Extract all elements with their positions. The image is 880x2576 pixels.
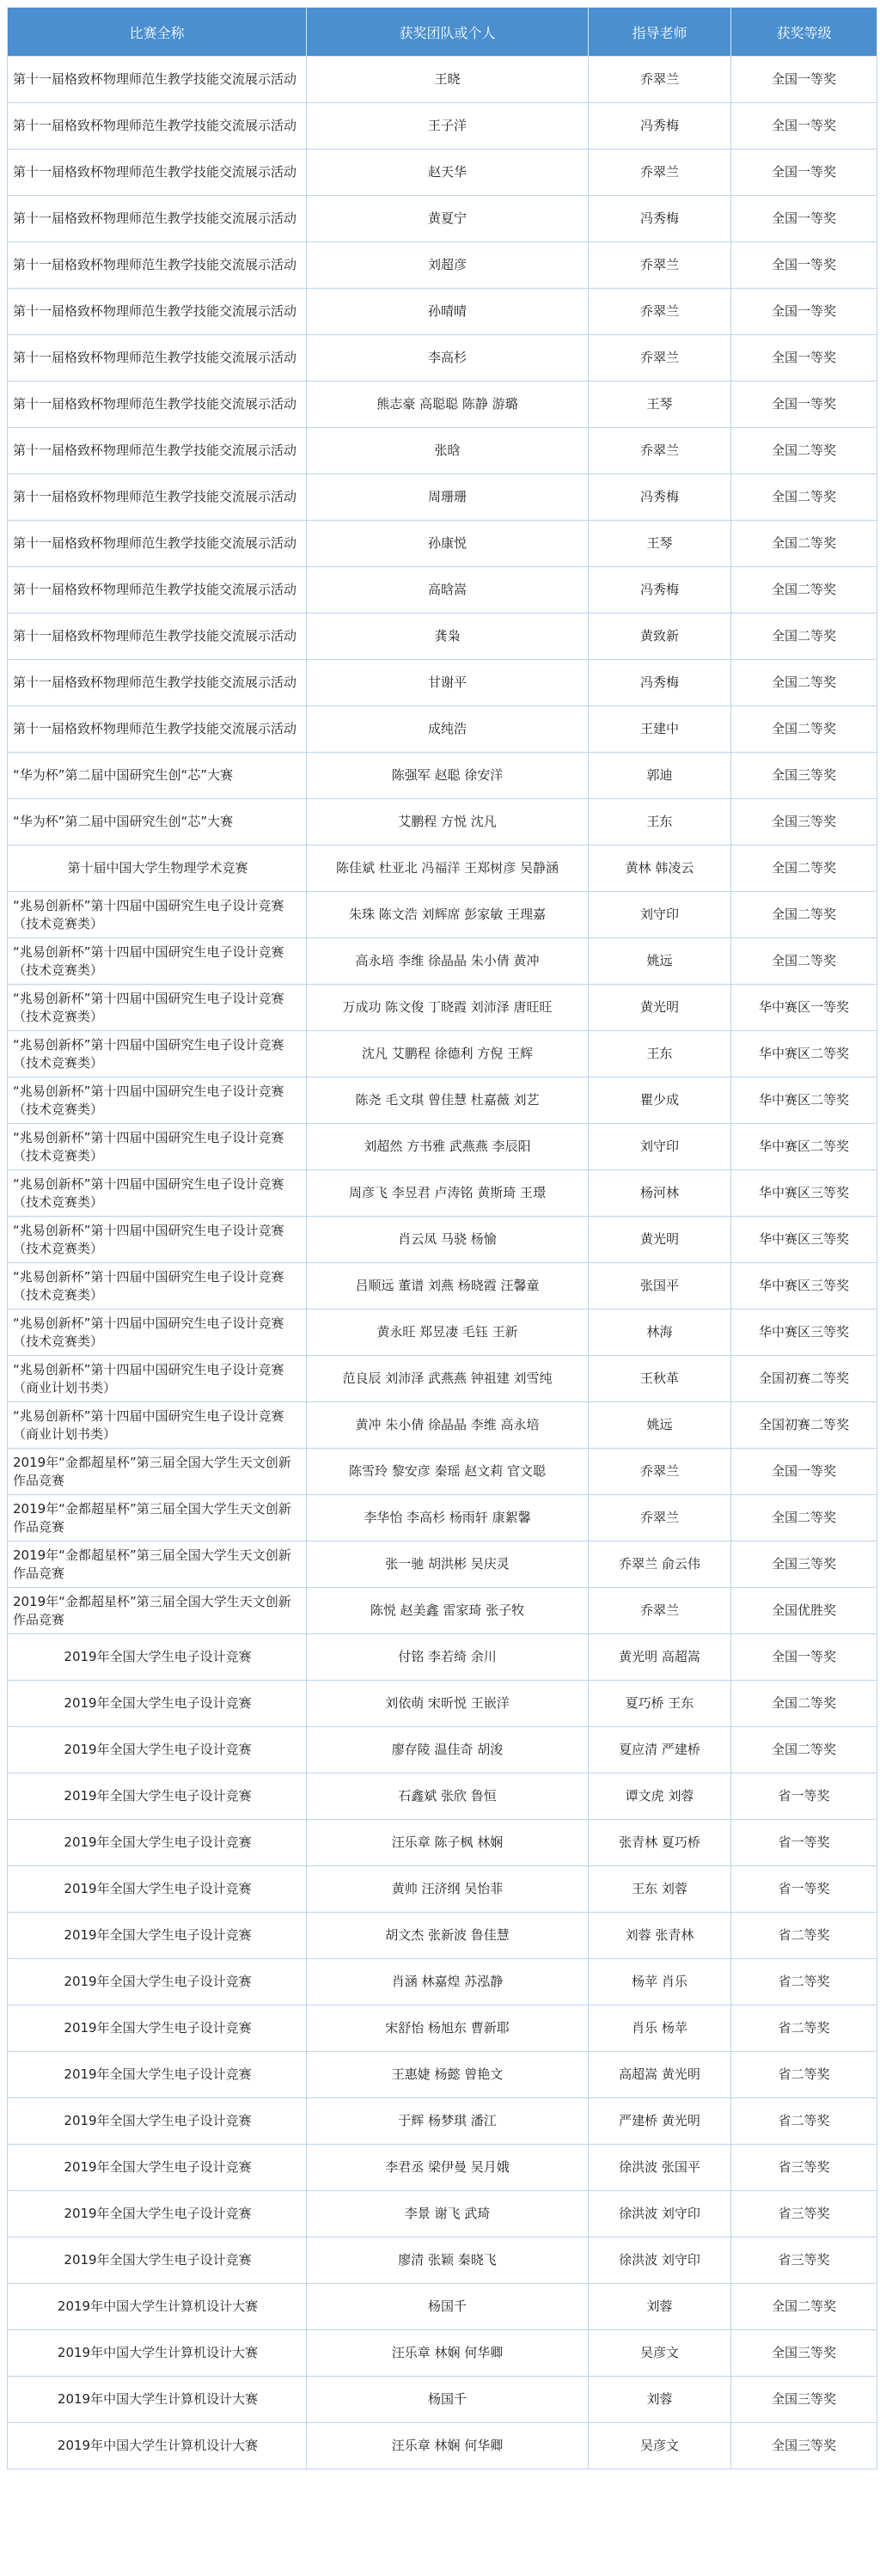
competition-cell: 第十一届格致杯物理师范生教学技能交流展示活动 xyxy=(8,382,307,428)
award-level-cell: 全国一等奖 xyxy=(731,1634,877,1681)
competition-cell: 第十一届格致杯物理师范生教学技能交流展示活动 xyxy=(8,706,307,753)
advisor-cell: 高超嵩 黄光明 xyxy=(589,2052,731,2098)
competition-cell: 第十一届格致杯物理师范生教学技能交流展示活动 xyxy=(8,103,307,150)
advisor-cell: 徐洪波 刘守印 xyxy=(589,2237,731,2284)
competition-cell: “兆易创新杯”第十四届中国研究生电子设计竞赛（技术竞赛类） xyxy=(8,1124,307,1170)
award-level-cell: 全国优胜奖 xyxy=(731,1588,877,1634)
winner-cell: 杨国千 xyxy=(307,2377,589,2423)
table-row xyxy=(8,1634,877,1681)
competition-cell: 第十届中国大学生物理学术竞赛 xyxy=(8,845,307,892)
advisor-cell: 冯秀梅 xyxy=(589,196,731,242)
winner-cell: 张晗 xyxy=(307,428,589,474)
table-row xyxy=(8,706,877,753)
award-level-cell: 省二等奖 xyxy=(731,2098,877,2145)
advisor-cell: 徐洪波 刘守印 xyxy=(589,2191,731,2237)
table-row xyxy=(8,2005,877,2052)
advisor-cell: 林海 xyxy=(589,1309,731,1356)
award-level-cell: 全国一等奖 xyxy=(731,289,877,335)
table-row xyxy=(8,382,877,428)
winner-cell: 龚枭 xyxy=(307,613,589,660)
competition-cell: 2019年中国大学生计算机设计大赛 xyxy=(8,2423,307,2469)
header-award-level: 获奖等级 xyxy=(731,8,877,57)
award-level-cell: 全国初赛二等奖 xyxy=(731,1356,877,1402)
award-level-cell: 全国三等奖 xyxy=(731,2423,877,2469)
advisor-cell: 王琴 xyxy=(589,382,731,428)
competition-cell: “华为杯”第二届中国研究生创“芯”大赛 xyxy=(8,799,307,845)
winner-cell: 石鑫斌 张欣 鲁恒 xyxy=(307,1773,589,1820)
competition-cell: 2019年全国大学生电子设计竞赛 xyxy=(8,2005,307,2052)
competition-cell: “兆易创新杯”第十四届中国研究生电子设计竞赛（技术竞赛类） xyxy=(8,938,307,985)
header-winner: 获奖团队或个人 xyxy=(307,8,589,57)
table-row xyxy=(8,57,877,103)
winner-cell: 汪乐章 林娴 何华卿 xyxy=(307,2330,589,2377)
competition-cell: 2019年“金都超星杯”第三届全国大学生天文创新作品竞赛 xyxy=(8,1541,307,1588)
competition-cell: 2019年全国大学生电子设计竞赛 xyxy=(8,1959,307,2005)
winner-cell: 肖涵 林嘉煌 苏泓静 xyxy=(307,1959,589,2005)
winner-cell: 赵天华 xyxy=(307,150,589,196)
award-level-cell: 全国二等奖 xyxy=(731,938,877,985)
awards-table xyxy=(7,7,877,2469)
table-row xyxy=(8,474,877,521)
winner-cell: 范良辰 刘沛泽 武燕燕 钟祖建 刘雪纯 xyxy=(307,1356,589,1402)
advisor-cell: 黄致新 xyxy=(589,613,731,660)
winner-cell: 陈尧 毛文琪 曾佳慧 杜嘉薇 刘艺 xyxy=(307,1077,589,1124)
competition-cell: 2019年“金都超星杯”第三届全国大学生天文创新作品竞赛 xyxy=(8,1495,307,1541)
table-row xyxy=(8,2145,877,2191)
winner-cell: 沈凡 艾鹏程 徐德利 方倪 王辉 xyxy=(307,1031,589,1077)
table-row xyxy=(8,938,877,985)
competition-cell: 第十一届格致杯物理师范生教学技能交流展示活动 xyxy=(8,567,307,613)
competition-cell: 2019年全国大学生电子设计竞赛 xyxy=(8,1681,307,1727)
award-level-cell: 全国三等奖 xyxy=(731,1541,877,1588)
advisor-cell: 王琴 xyxy=(589,521,731,567)
competition-cell: 2019年全国大学生电子设计竞赛 xyxy=(8,2098,307,2145)
table-row xyxy=(8,567,877,613)
table-row xyxy=(8,799,877,845)
winner-cell: 刘超然 方书雅 武燕燕 李辰阳 xyxy=(307,1124,589,1170)
advisor-cell: 张国平 xyxy=(589,1263,731,1309)
competition-cell: 第十一届格致杯物理师范生教学技能交流展示活动 xyxy=(8,150,307,196)
award-level-cell: 全国初赛二等奖 xyxy=(731,1402,877,1449)
table-row xyxy=(8,335,877,382)
award-level-cell: 华中赛区二等奖 xyxy=(731,1077,877,1124)
winner-cell: 付铭 李若绮 余川 xyxy=(307,1634,589,1681)
table-row xyxy=(8,985,877,1031)
table-row xyxy=(8,2423,877,2469)
advisor-cell: 刘蓉 xyxy=(589,2377,731,2423)
table-row xyxy=(8,2098,877,2145)
award-level-cell: 省三等奖 xyxy=(731,2237,877,2284)
table-row xyxy=(8,845,877,892)
advisor-cell: 王建中 xyxy=(589,706,731,753)
advisor-cell: 王东 刘蓉 xyxy=(589,1866,731,1913)
competition-cell: “兆易创新杯”第十四届中国研究生电子设计竞赛（技术竞赛类） xyxy=(8,985,307,1031)
table-row xyxy=(8,1959,877,2005)
competition-cell: 2019年全国大学生电子设计竞赛 xyxy=(8,2145,307,2191)
winner-cell: 孙康悦 xyxy=(307,521,589,567)
advisor-cell: 黄林 韩凌云 xyxy=(589,845,731,892)
competition-cell: 2019年全国大学生电子设计竞赛 xyxy=(8,1727,307,1773)
table-row xyxy=(8,1402,877,1449)
winner-cell: 陈雪玲 黎安彦 秦瑶 赵文莉 官文聪 xyxy=(307,1449,589,1495)
header-advisor: 指导老师 xyxy=(589,8,731,57)
advisor-cell: 冯秀梅 xyxy=(589,474,731,521)
award-level-cell: 省二等奖 xyxy=(731,2005,877,2052)
award-level-cell: 华中赛区二等奖 xyxy=(731,1124,877,1170)
advisor-cell: 冯秀梅 xyxy=(589,567,731,613)
winner-cell: 汪乐章 林娴 何华卿 xyxy=(307,2423,589,2469)
advisor-cell: 乔翠兰 xyxy=(589,428,731,474)
winner-cell: 李景 谢飞 武琦 xyxy=(307,2191,589,2237)
award-level-cell: 省一等奖 xyxy=(731,1866,877,1913)
winner-cell: 王惠婕 杨懿 曾艳文 xyxy=(307,2052,589,2098)
winner-cell: 孙晴晴 xyxy=(307,289,589,335)
winner-cell: 王晓 xyxy=(307,57,589,103)
winner-cell: 陈强军 赵聪 徐安洋 xyxy=(307,753,589,799)
competition-cell: 第十一届格致杯物理师范生教学技能交流展示活动 xyxy=(8,57,307,103)
competition-cell: 2019年全国大学生电子设计竞赛 xyxy=(8,1866,307,1913)
award-level-cell: 省二等奖 xyxy=(731,1913,877,1959)
advisor-cell: 乔翠兰 俞云伟 xyxy=(589,1541,731,1588)
winner-cell: 廖清 张颖 秦晓飞 xyxy=(307,2237,589,2284)
winner-cell: 汪乐章 陈子枫 林娴 xyxy=(307,1820,589,1866)
advisor-cell: 刘蓉 xyxy=(589,2284,731,2330)
table-row xyxy=(8,103,877,150)
table-row xyxy=(8,1820,877,1866)
advisor-cell: 郭迪 xyxy=(589,753,731,799)
table-row xyxy=(8,2330,877,2377)
competition-cell: 2019年“金都超星杯”第三届全国大学生天文创新作品竞赛 xyxy=(8,1588,307,1634)
table-row xyxy=(8,2191,877,2237)
advisor-cell: 谭文虎 刘蓉 xyxy=(589,1773,731,1820)
award-level-cell: 华中赛区一等奖 xyxy=(731,985,877,1031)
award-level-cell: 全国一等奖 xyxy=(731,382,877,428)
competition-cell: 第十一届格致杯物理师范生教学技能交流展示活动 xyxy=(8,196,307,242)
winner-cell: 甘谢平 xyxy=(307,660,589,706)
table-row xyxy=(8,1866,877,1913)
winner-cell: 周彦飞 李昱君 卢涛铭 黄斯琦 王璟 xyxy=(307,1170,589,1217)
winner-cell: 廖存陵 温佳奇 胡浚 xyxy=(307,1727,589,1773)
award-level-cell: 全国二等奖 xyxy=(731,892,877,938)
competition-cell: 第十一届格致杯物理师范生教学技能交流展示活动 xyxy=(8,474,307,521)
award-level-cell: 全国二等奖 xyxy=(731,706,877,753)
table-row xyxy=(8,1077,877,1124)
advisor-cell: 冯秀梅 xyxy=(589,660,731,706)
advisor-cell: 肖乐 杨苹 xyxy=(589,2005,731,2052)
table-row xyxy=(8,1681,877,1727)
table-row xyxy=(8,1588,877,1634)
competition-cell: 2019年全国大学生电子设计竞赛 xyxy=(8,1913,307,1959)
competition-cell: “华为杯”第二届中国研究生创“芯”大赛 xyxy=(8,753,307,799)
award-level-cell: 全国一等奖 xyxy=(731,103,877,150)
competition-cell: 2019年中国大学生计算机设计大赛 xyxy=(8,2330,307,2377)
table-row xyxy=(8,1170,877,1217)
winner-cell: 吕顺远 董谱 刘燕 杨晓霞 汪馨童 xyxy=(307,1263,589,1309)
table-row xyxy=(8,660,877,706)
winner-cell: 朱珠 陈文浩 刘辉席 彭家敏 王理嘉 xyxy=(307,892,589,938)
winner-cell: 熊志豪 高聪聪 陈静 游璐 xyxy=(307,382,589,428)
table-header xyxy=(8,8,877,57)
table-row xyxy=(8,613,877,660)
advisor-cell: 刘守印 xyxy=(589,1124,731,1170)
competition-cell: “兆易创新杯”第十四届中国研究生电子设计竞赛（技术竞赛类） xyxy=(8,1031,307,1077)
award-level-cell: 全国一等奖 xyxy=(731,1449,877,1495)
winner-cell: 宋舒怡 杨旭东 曹新耶 xyxy=(307,2005,589,2052)
competition-cell: “兆易创新杯”第十四届中国研究生电子设计竞赛（技术竞赛类） xyxy=(8,1170,307,1217)
advisor-cell: 乔翠兰 xyxy=(589,289,731,335)
winner-cell: 刘超彦 xyxy=(307,242,589,289)
winner-cell: 刘依萌 宋昕悦 王嵌洋 xyxy=(307,1681,589,1727)
table-row xyxy=(8,196,877,242)
winner-cell: 李君丞 梁伊曼 吴月娥 xyxy=(307,2145,589,2191)
award-level-cell: 全国二等奖 xyxy=(731,845,877,892)
competition-cell: 第十一届格致杯物理师范生教学技能交流展示活动 xyxy=(8,660,307,706)
table-row xyxy=(8,1727,877,1773)
winner-cell: 成纯浩 xyxy=(307,706,589,753)
advisor-cell: 刘守印 xyxy=(589,892,731,938)
advisor-cell: 冯秀梅 xyxy=(589,103,731,150)
competition-cell: 2019年中国大学生计算机设计大赛 xyxy=(8,2377,307,2423)
advisor-cell: 吴彦文 xyxy=(589,2423,731,2469)
award-level-cell: 全国二等奖 xyxy=(731,1495,877,1541)
table-row xyxy=(8,753,877,799)
award-level-cell: 全国三等奖 xyxy=(731,2330,877,2377)
award-level-cell: 华中赛区三等奖 xyxy=(731,1263,877,1309)
table-row xyxy=(8,1217,877,1263)
advisor-cell: 乔翠兰 xyxy=(589,150,731,196)
table-row xyxy=(8,1031,877,1077)
winner-cell: 艾鹏程 方悦 沈凡 xyxy=(307,799,589,845)
advisor-cell: 杨苹 肖乐 xyxy=(589,1959,731,2005)
competition-cell: “兆易创新杯”第十四届中国研究生电子设计竞赛（技术竞赛类） xyxy=(8,1217,307,1263)
award-level-cell: 全国二等奖 xyxy=(731,1727,877,1773)
advisor-cell: 乔翠兰 xyxy=(589,1495,731,1541)
winner-cell: 黄帅 汪济纲 吴怡菲 xyxy=(307,1866,589,1913)
advisor-cell: 乔翠兰 xyxy=(589,1449,731,1495)
award-level-cell: 全国二等奖 xyxy=(731,567,877,613)
award-level-cell: 省三等奖 xyxy=(731,2145,877,2191)
table-row xyxy=(8,1541,877,1588)
table-row xyxy=(8,150,877,196)
advisor-cell: 乔翠兰 xyxy=(589,57,731,103)
winner-cell: 周珊珊 xyxy=(307,474,589,521)
table-row xyxy=(8,2052,877,2098)
advisor-cell: 刘蓉 张青林 xyxy=(589,1913,731,1959)
award-level-cell: 全国二等奖 xyxy=(731,1681,877,1727)
winner-cell: 黄冲 朱小倩 徐晶晶 李维 高永培 xyxy=(307,1402,589,1449)
advisor-cell: 姚远 xyxy=(589,1402,731,1449)
table-row xyxy=(8,1913,877,1959)
competition-cell: 2019年全国大学生电子设计竞赛 xyxy=(8,2191,307,2237)
award-level-cell: 省一等奖 xyxy=(731,1773,877,1820)
award-level-cell: 全国二等奖 xyxy=(731,2284,877,2330)
advisor-cell: 徐洪波 张国平 xyxy=(589,2145,731,2191)
award-level-cell: 华中赛区三等奖 xyxy=(731,1217,877,1263)
competition-cell: “兆易创新杯”第十四届中国研究生电子设计竞赛（技术竞赛类） xyxy=(8,1263,307,1309)
competition-cell: 2019年全国大学生电子设计竞赛 xyxy=(8,2052,307,2098)
award-level-cell: 全国三等奖 xyxy=(731,799,877,845)
award-level-cell: 华中赛区二等奖 xyxy=(731,1031,877,1077)
winner-cell: 肖云凤 马骁 杨愉 xyxy=(307,1217,589,1263)
award-level-cell: 全国一等奖 xyxy=(731,150,877,196)
advisor-cell: 黄光明 高超嵩 xyxy=(589,1634,731,1681)
competition-cell: 2019年全国大学生电子设计竞赛 xyxy=(8,1773,307,1820)
competition-cell: 第十一届格致杯物理师范生教学技能交流展示活动 xyxy=(8,428,307,474)
competition-cell: 第十一届格致杯物理师范生教学技能交流展示活动 xyxy=(8,242,307,289)
award-level-cell: 华中赛区三等奖 xyxy=(731,1309,877,1356)
advisor-cell: 王秋革 xyxy=(589,1356,731,1402)
table-row xyxy=(8,2237,877,2284)
table-row xyxy=(8,1449,877,1495)
award-level-cell: 全国三等奖 xyxy=(731,753,877,799)
advisor-cell: 王东 xyxy=(589,799,731,845)
award-level-cell: 全国二等奖 xyxy=(731,474,877,521)
table-row xyxy=(8,1263,877,1309)
winner-cell: 王子洋 xyxy=(307,103,589,150)
winner-cell: 张一驰 胡洪彬 吴庆灵 xyxy=(307,1541,589,1588)
advisor-cell: 王东 xyxy=(589,1031,731,1077)
table-row xyxy=(8,289,877,335)
table-row xyxy=(8,428,877,474)
competition-cell: 2019年“金都超星杯”第三届全国大学生天文创新作品竞赛 xyxy=(8,1449,307,1495)
table-body xyxy=(8,57,877,2469)
competition-cell: “兆易创新杯”第十四届中国研究生电子设计竞赛（技术竞赛类） xyxy=(8,892,307,938)
winner-cell: 李高杉 xyxy=(307,335,589,382)
award-level-cell: 全国二等奖 xyxy=(731,428,877,474)
award-level-cell: 全国一等奖 xyxy=(731,335,877,382)
advisor-cell: 夏巧桥 王东 xyxy=(589,1681,731,1727)
table-row xyxy=(8,2377,877,2423)
award-level-cell: 全国一等奖 xyxy=(731,242,877,289)
winner-cell: 于辉 杨梦琪 潘江 xyxy=(307,2098,589,2145)
winner-cell: 陈悦 赵美鑫 雷家琦 张子牧 xyxy=(307,1588,589,1634)
advisor-cell: 姚远 xyxy=(589,938,731,985)
advisor-cell: 夏应清 严建桥 xyxy=(589,1727,731,1773)
table-row xyxy=(8,242,877,289)
advisor-cell: 瞿少成 xyxy=(589,1077,731,1124)
competition-cell: 2019年中国大学生计算机设计大赛 xyxy=(8,2284,307,2330)
table-row xyxy=(8,1495,877,1541)
winner-cell: 胡文杰 张新波 鲁佳慧 xyxy=(307,1913,589,1959)
award-level-cell: 省二等奖 xyxy=(731,1959,877,2005)
award-level-cell: 全国二等奖 xyxy=(731,613,877,660)
winner-cell: 黄夏宁 xyxy=(307,196,589,242)
award-level-cell: 全国一等奖 xyxy=(731,196,877,242)
advisor-cell: 乔翠兰 xyxy=(589,242,731,289)
competition-cell: 2019年全国大学生电子设计竞赛 xyxy=(8,2237,307,2284)
winner-cell: 高晗嵩 xyxy=(307,567,589,613)
competition-cell: 第十一届格致杯物理师范生教学技能交流展示活动 xyxy=(8,521,307,567)
table-row xyxy=(8,2284,877,2330)
award-level-cell: 省一等奖 xyxy=(731,1820,877,1866)
table-row xyxy=(8,1124,877,1170)
award-level-cell: 全国一等奖 xyxy=(731,57,877,103)
competition-cell: “兆易创新杯”第十四届中国研究生电子设计竞赛（商业计划书类） xyxy=(8,1356,307,1402)
table-row xyxy=(8,521,877,567)
advisor-cell: 张青林 夏巧桥 xyxy=(589,1820,731,1866)
award-level-cell: 省二等奖 xyxy=(731,2052,877,2098)
competition-cell: 第十一届格致杯物理师范生教学技能交流展示活动 xyxy=(8,613,307,660)
competition-cell: 第十一届格致杯物理师范生教学技能交流展示活动 xyxy=(8,289,307,335)
winner-cell: 黄永旺 郑昱凄 毛钰 王新 xyxy=(307,1309,589,1356)
winner-cell: 万成功 陈文俊 丁晓霞 刘沛泽 唐旺旺 xyxy=(307,985,589,1031)
winner-cell: 高永培 李维 徐晶晶 朱小倩 黄冲 xyxy=(307,938,589,985)
award-level-cell: 全国二等奖 xyxy=(731,521,877,567)
award-level-cell: 华中赛区三等奖 xyxy=(731,1170,877,1217)
advisor-cell: 吴彦文 xyxy=(589,2330,731,2377)
header-competition: 比赛全称 xyxy=(8,8,307,57)
award-level-cell: 全国二等奖 xyxy=(731,660,877,706)
table-row xyxy=(8,1356,877,1402)
table-row xyxy=(8,1309,877,1356)
advisor-cell: 乔翠兰 xyxy=(589,1588,731,1634)
competition-cell: “兆易创新杯”第十四届中国研究生电子设计竞赛（技术竞赛类） xyxy=(8,1077,307,1124)
advisor-cell: 黄光明 xyxy=(589,985,731,1031)
header-row xyxy=(8,8,877,57)
competition-cell: 第十一届格致杯物理师范生教学技能交流展示活动 xyxy=(8,335,307,382)
award-level-cell: 省三等奖 xyxy=(731,2191,877,2237)
competition-cell: “兆易创新杯”第十四届中国研究生电子设计竞赛（商业计划书类） xyxy=(8,1402,307,1449)
advisor-cell: 严建桥 黄光明 xyxy=(589,2098,731,2145)
winner-cell: 陈佳斌 杜亚北 冯福洋 王郑树彦 吴静涵 xyxy=(307,845,589,892)
competition-cell: “兆易创新杯”第十四届中国研究生电子设计竞赛（技术竞赛类） xyxy=(8,1309,307,1356)
winner-cell: 杨国千 xyxy=(307,2284,589,2330)
competition-cell: 2019年全国大学生电子设计竞赛 xyxy=(8,1634,307,1681)
table-row xyxy=(8,1773,877,1820)
table-row xyxy=(8,892,877,938)
award-level-cell: 全国三等奖 xyxy=(731,2377,877,2423)
advisor-cell: 杨河林 xyxy=(589,1170,731,1217)
advisor-cell: 黄光明 xyxy=(589,1217,731,1263)
advisor-cell: 乔翠兰 xyxy=(589,335,731,382)
competition-cell: 2019年全国大学生电子设计竞赛 xyxy=(8,1820,307,1866)
winner-cell: 李华怡 李高杉 杨雨轩 康絮馨 xyxy=(307,1495,589,1541)
